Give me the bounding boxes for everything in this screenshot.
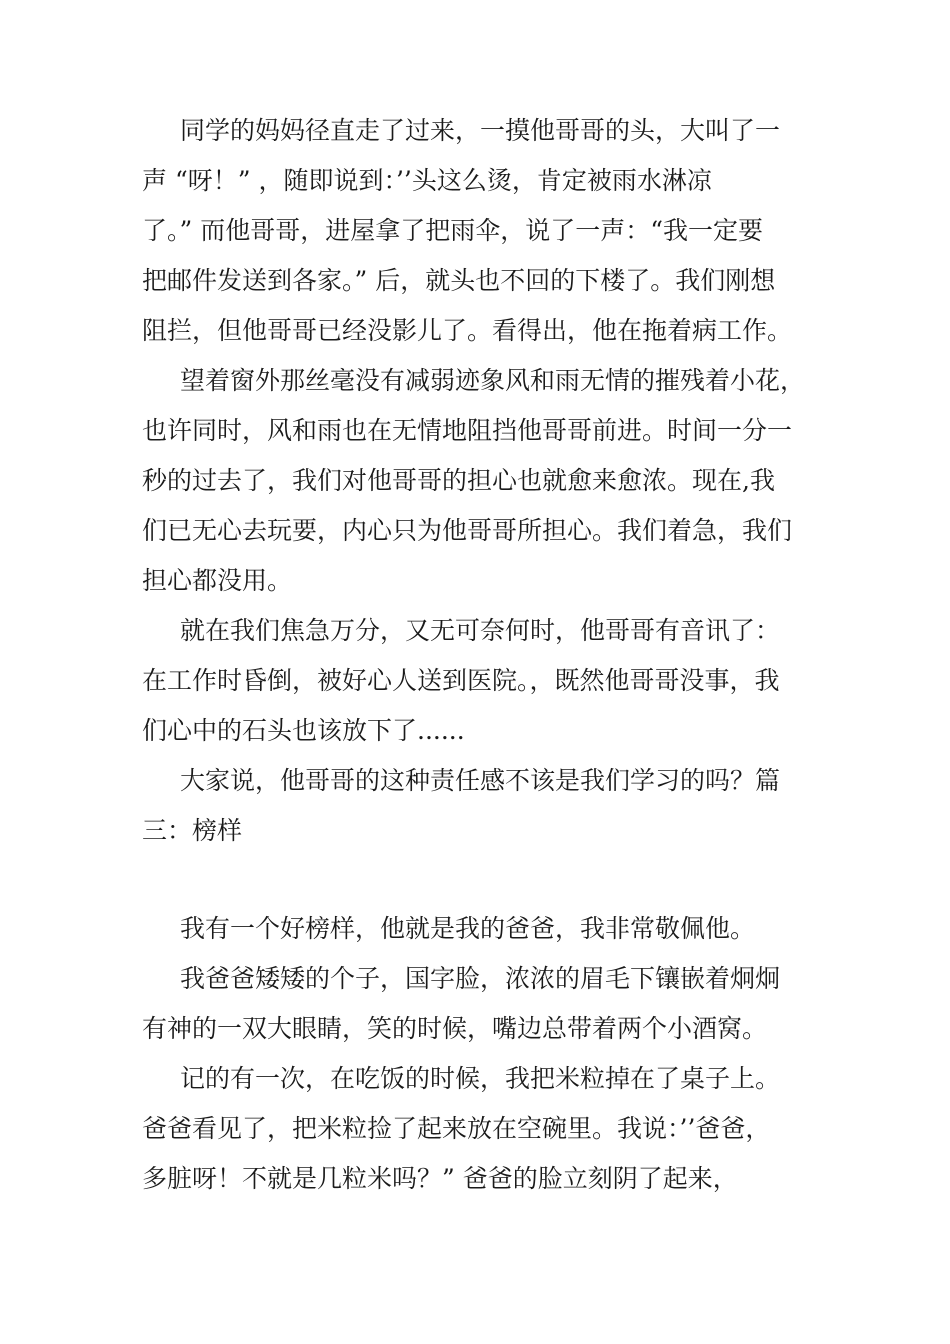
text-line: 也许同时，风和雨也在无情地阻挡他哥哥前进。时间一分一 (142, 416, 793, 445)
text-line: 多脏呀！不就是几粒米吗？” 爸爸的脸立刻阴了起来， (142, 1164, 738, 1193)
text-line: 有神的一双大眼睛，笑的时候，嘴边总带着两个小酒窝。 (142, 1014, 768, 1043)
text-line: 在工作时昏倒，被好心人送到医院。，既然他哥哥没事，我 (142, 666, 780, 695)
text-line: 就在我们焦急万分，又无可奈何时，他哥哥有音讯了： (180, 616, 781, 645)
text-line: 把邮件发送到各家。” 后，就头也不回的下楼了。我们刚想 (142, 266, 776, 295)
text-line: 记的有一次，在吃饭的时候，我把米粒掉在了桌子上。 (180, 1064, 781, 1093)
text-line: 阻拦，但他哥哥已经没影儿了。看得出，他在拖着病工作。 (142, 316, 793, 345)
text-line: 爸爸看见了，把米粒捡了起来放在空碗里。我说：’’爸爸， (142, 1114, 771, 1143)
text-line: 大家说，他哥哥的这种责任感不该是我们学习的吗？篇 (180, 766, 781, 795)
text-line: 望着窗外那丝毫没有减弱迹象风和雨无情的摧残着小花， (180, 366, 806, 395)
text-line: 声 “呀！” ，随即说到：’’头这么烫，肯定被雨水淋凉 (142, 166, 712, 195)
text-line: 担心都没用。 (142, 566, 293, 595)
text-line: 们心中的石头也该放下了...... (142, 716, 465, 745)
text-line: 三：榜样 (142, 816, 243, 845)
text-line: 我爸爸矮矮的个子，国字脸，浓浓的眉毛下镶嵌着炯炯 (180, 964, 781, 993)
text-line: 我有一个好榜样，他就是我的爸爸，我非常敬佩他。 (180, 914, 756, 943)
text-line: 同学的妈妈径直走了过来，一摸他哥哥的头，大叫了一 (180, 116, 781, 145)
text-line: 了。” 而他哥哥，进屋拿了把雨伞，说了一声：“我一定要 (142, 216, 764, 245)
text-line: 秒的过去了，我们对他哥哥的担心也就愈来愈浓。现在,我 (142, 466, 775, 495)
text-line: 们已无心去玩要，内心只为他哥哥所担心。我们着急，我们 (142, 516, 793, 545)
